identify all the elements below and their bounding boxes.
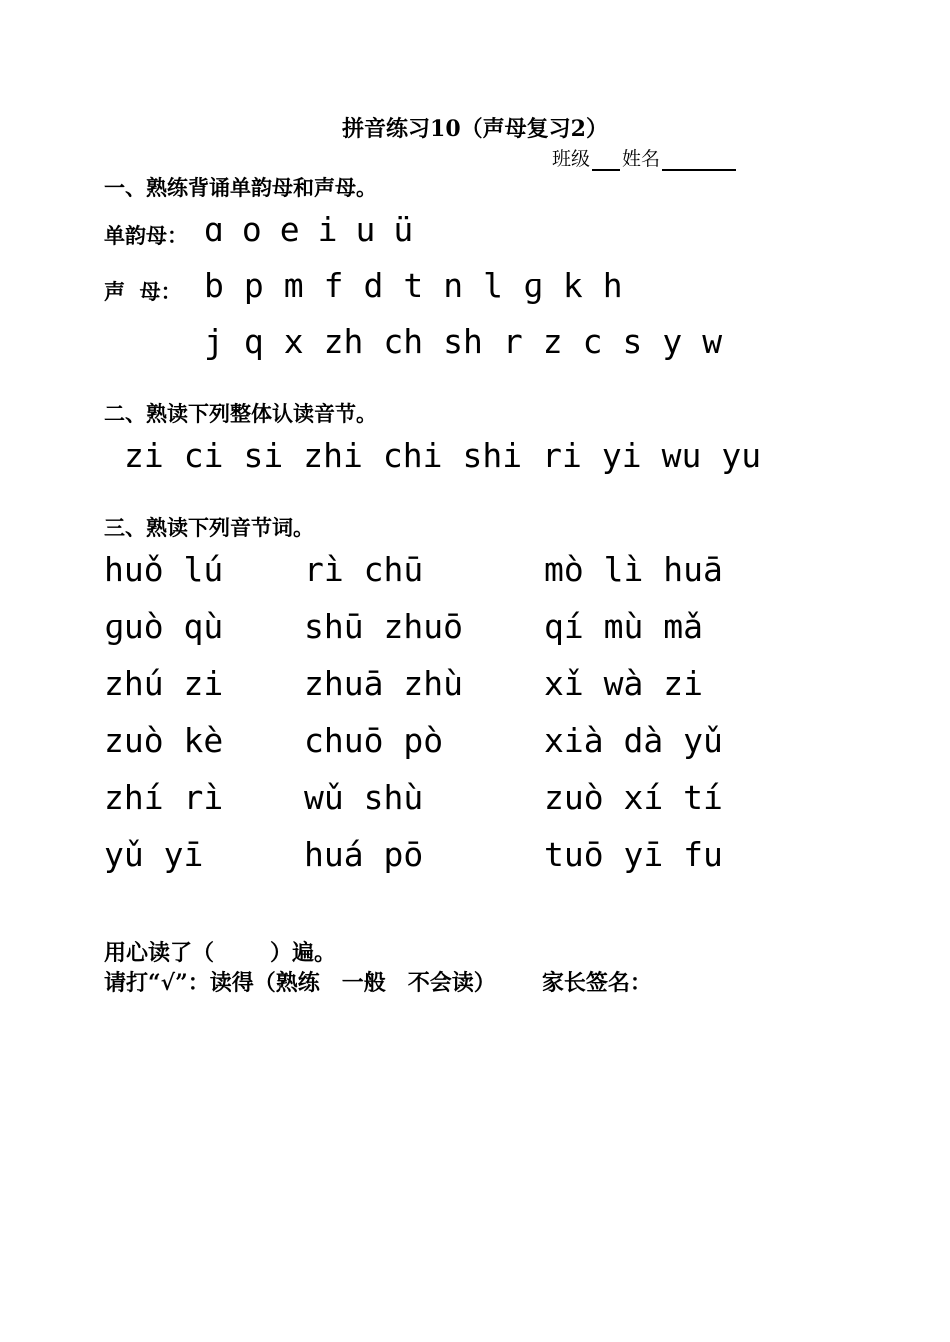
pinyin-item: e xyxy=(279,210,300,249)
pinyin-item: w xyxy=(702,322,723,361)
pinyin-item: si xyxy=(243,436,284,475)
pinyin-item: zi xyxy=(124,436,164,475)
initials-row-2 xyxy=(204,322,742,361)
class-label: 班级 xyxy=(552,148,591,170)
check-text: 请打“√”：读得（熟练 xyxy=(104,970,320,996)
pinyin-word: qí mù mǎ xyxy=(544,607,703,646)
pinyin-word: mò lì huā xyxy=(544,550,723,589)
class-blank[interactable] xyxy=(592,151,620,171)
page-title: 拼音练习10（声母复习2） xyxy=(342,116,608,142)
name-label: 姓名 xyxy=(622,148,661,170)
pinyin-word: yǔ yī xyxy=(104,835,204,874)
pinyin-item: q xyxy=(243,322,264,361)
pinyin-item: h xyxy=(602,266,623,305)
check-line xyxy=(104,966,652,997)
pinyin-item: yu xyxy=(721,436,762,475)
pinyin-word: rì chū xyxy=(304,550,424,589)
pinyin-item: ɑ xyxy=(204,210,224,249)
pinyin-item: d xyxy=(363,266,384,305)
pinyin-word: zuò xí tí xyxy=(544,778,723,817)
pinyin-item: j xyxy=(204,322,224,361)
read-prefix: 用心读了（ xyxy=(104,940,215,966)
pinyin-item: s xyxy=(622,322,643,361)
pinyin-word: chuō pò xyxy=(304,721,444,760)
class-name-line xyxy=(552,144,736,171)
pinyin-item: o xyxy=(241,210,262,249)
parent-sign-label: 家长签名： xyxy=(541,970,652,996)
pinyin-word: ɡuò qù xyxy=(104,607,224,646)
initials-row-1 xyxy=(204,266,643,305)
pinyin-item: sh xyxy=(443,322,483,361)
initials-label: 声 母： xyxy=(104,279,182,304)
pinyin-item: f xyxy=(323,266,344,305)
pinyin-item: i xyxy=(317,210,338,249)
pinyin-item: ci xyxy=(183,436,224,475)
syllables-row xyxy=(124,436,781,475)
vowels-row xyxy=(204,210,431,249)
pinyin-item: zhi xyxy=(303,436,363,475)
read-count-line xyxy=(104,936,336,967)
pinyin-item: shi xyxy=(462,436,523,475)
pinyin-word: huǒ lú xyxy=(104,550,224,589)
pinyin-word: shū zhuō xyxy=(304,607,463,646)
pinyin-word: huá pō xyxy=(304,835,424,874)
pinyin-item: chi xyxy=(382,436,443,475)
pinyin-item: c xyxy=(582,322,603,361)
pinyin-word: zhuā zhù xyxy=(304,664,463,703)
pinyin-word: xǐ wà zi xyxy=(544,664,703,703)
pinyin-item: x xyxy=(283,322,304,361)
pinyin-item: m xyxy=(283,266,304,305)
level-mid: 一般 xyxy=(341,970,386,996)
pinyin-item: ri xyxy=(542,436,582,475)
name-blank[interactable] xyxy=(662,151,736,171)
pinyin-item: l xyxy=(483,266,503,305)
section3-heading: 三、熟读下列音节词。 xyxy=(104,515,314,540)
pinyin-item: wu xyxy=(661,436,702,475)
pinyin-item: u xyxy=(355,210,376,249)
pinyin-item: ɡ xyxy=(523,266,543,305)
pinyin-word: tuō yī fu xyxy=(544,835,723,874)
read-suffix: ）遍。 xyxy=(270,940,337,966)
pinyin-item: yi xyxy=(601,436,642,475)
section1-heading: 一、熟练背诵单韵母和声母。 xyxy=(104,175,377,200)
vowels-label: 单韵母： xyxy=(104,223,188,248)
pinyin-item: t xyxy=(403,266,424,305)
pinyin-item: n xyxy=(443,266,464,305)
pinyin-item: p xyxy=(243,266,264,305)
pinyin-item: zh xyxy=(323,322,364,361)
pinyin-word: zhí rì xyxy=(104,778,224,817)
pinyin-word: xià dà yǔ xyxy=(544,721,723,760)
pinyin-item: k xyxy=(562,266,583,305)
pinyin-item: y xyxy=(662,322,683,361)
pinyin-item: ch xyxy=(383,322,424,361)
pinyin-item: b xyxy=(204,266,224,305)
pinyin-word: zuò kè xyxy=(104,721,224,760)
pinyin-item: r xyxy=(502,322,523,361)
pinyin-item: ü xyxy=(393,210,414,249)
section2-heading: 二、熟读下列整体认读音节。 xyxy=(104,401,377,426)
pinyin-word: zhú zi xyxy=(104,664,224,703)
pinyin-word: wǔ shù xyxy=(304,778,424,817)
pinyin-item: z xyxy=(542,322,563,361)
level-last: 不会读） xyxy=(407,970,496,996)
